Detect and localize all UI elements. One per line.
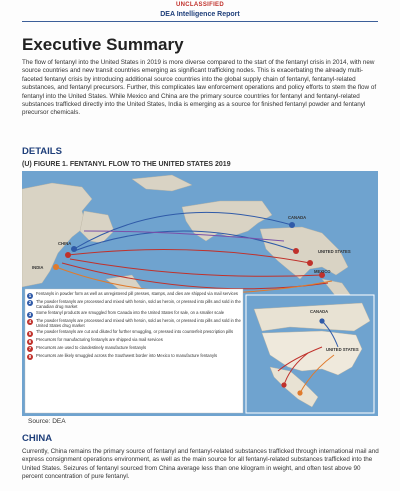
legend-number-badge: 6 [28,338,32,344]
inset-map [246,295,374,413]
map-label-india: INDIA [32,265,44,270]
legend-number-badge: 1 [28,292,32,298]
legend-number-badge: 5 [28,330,32,336]
legend-text: Precursors are likely smuggled across the Southwest border into Mexico to manufacture fentanyls [36,352,218,358]
classification-banner: UNCLASSIFIED [176,2,224,8]
map-label-china: CHINA [58,241,72,246]
legend-item [27,354,242,361]
report-title: DEA Intelligence Report [160,11,240,18]
inset-label-united-states: UNITED STATES [326,347,359,352]
header-rule [22,21,378,22]
details-heading: DETAILS [22,146,62,157]
china-heading: CHINA [22,433,53,444]
legend-item [27,319,242,329]
legend-number-badge: 2 [28,300,32,306]
legend-text: Some fentanyl products are smuggled from Canada into the United States for sale, on a smaller scale [36,310,225,316]
legend-number-badge: 7 [28,346,32,352]
legend-item [27,330,242,337]
map-label-mexico: MEXICO [314,269,331,274]
legend-text: Precursors are used to clandestinely manufacture fentanyls [36,344,147,350]
legend-text: Fentanyls in powder form as well as unregistered pill presses, stamps, and dies are shipped via mail services [36,291,239,296]
legend-text: The powder fentanyls are processed and mixed with heroin, sold as heroin, or pressed into pills and sold in the Canadian drug market [36,298,241,309]
legend-item [27,346,242,353]
china-paragraph: Currently, China remains the primary source of fentanyl and fentanyl-related substances trafficked through international mail and express consignment operations environment, as well as the main source for all fentanyl-related substances trafficked into the United States. Seizures of fentanyl sourced from China average less than one kilogram in weight, and often test above 90 percent concentration of pure fentanyl. [22,448,379,481]
legend-item [27,300,242,310]
legend-text: Precursors for manufacturing fentanyls are shipped via mail services [36,337,163,343]
figure-title: (U) FIGURE 1. FENTANYL FLOW TO THE UNITED STATES 2019 [22,161,231,168]
legend-item [27,338,242,345]
legend-text: The powder fentanyls are processed and mixed with heroin, sold as heroin, or pressed into pills and sold in the United States drug market [36,317,241,328]
figure-legend [27,292,242,362]
legend-number-badge: 4 [28,319,32,325]
map-label-canada: CANADA [288,215,307,220]
legend-item [27,292,242,299]
legend-item [27,311,242,318]
legend-text: The powder fentanyls are cut and diluted for further smuggling, or pressed into counterfeit prescription pills [36,329,234,335]
legend-number-badge: 3 [28,311,32,317]
intro-paragraph: The flow of fentanyl into the United States in 2019 is more diverse compared to the start of the fentanyl crisis in 2014, with new source countries and new transit countries emerging as significant trafficking nodes. This is exacerbating the already multi-faceted fentanyl crisis by introducing additional source countries into the global supply chain of fentanyl, fentanyl-related substances, and fentanyl precursors. Further, this complicates law enforcement operations and policy efforts to stem the flow of fentanyl into the United States. While Mexico and China are the primary source countries for fentanyl and fentanyl-related substances trafficked directly into the United States, India is emerging as a source for finished fentanyl powder and fentanyl precursor chemicals. [22,59,377,117]
figure-source: Source: DEA [28,418,66,425]
inset-label-canada: CANADA [310,309,329,314]
map-label-united-states: UNITED STATES [318,249,351,254]
legend-number-badge: 8 [28,354,32,360]
page-title: Executive Summary [22,35,184,54]
